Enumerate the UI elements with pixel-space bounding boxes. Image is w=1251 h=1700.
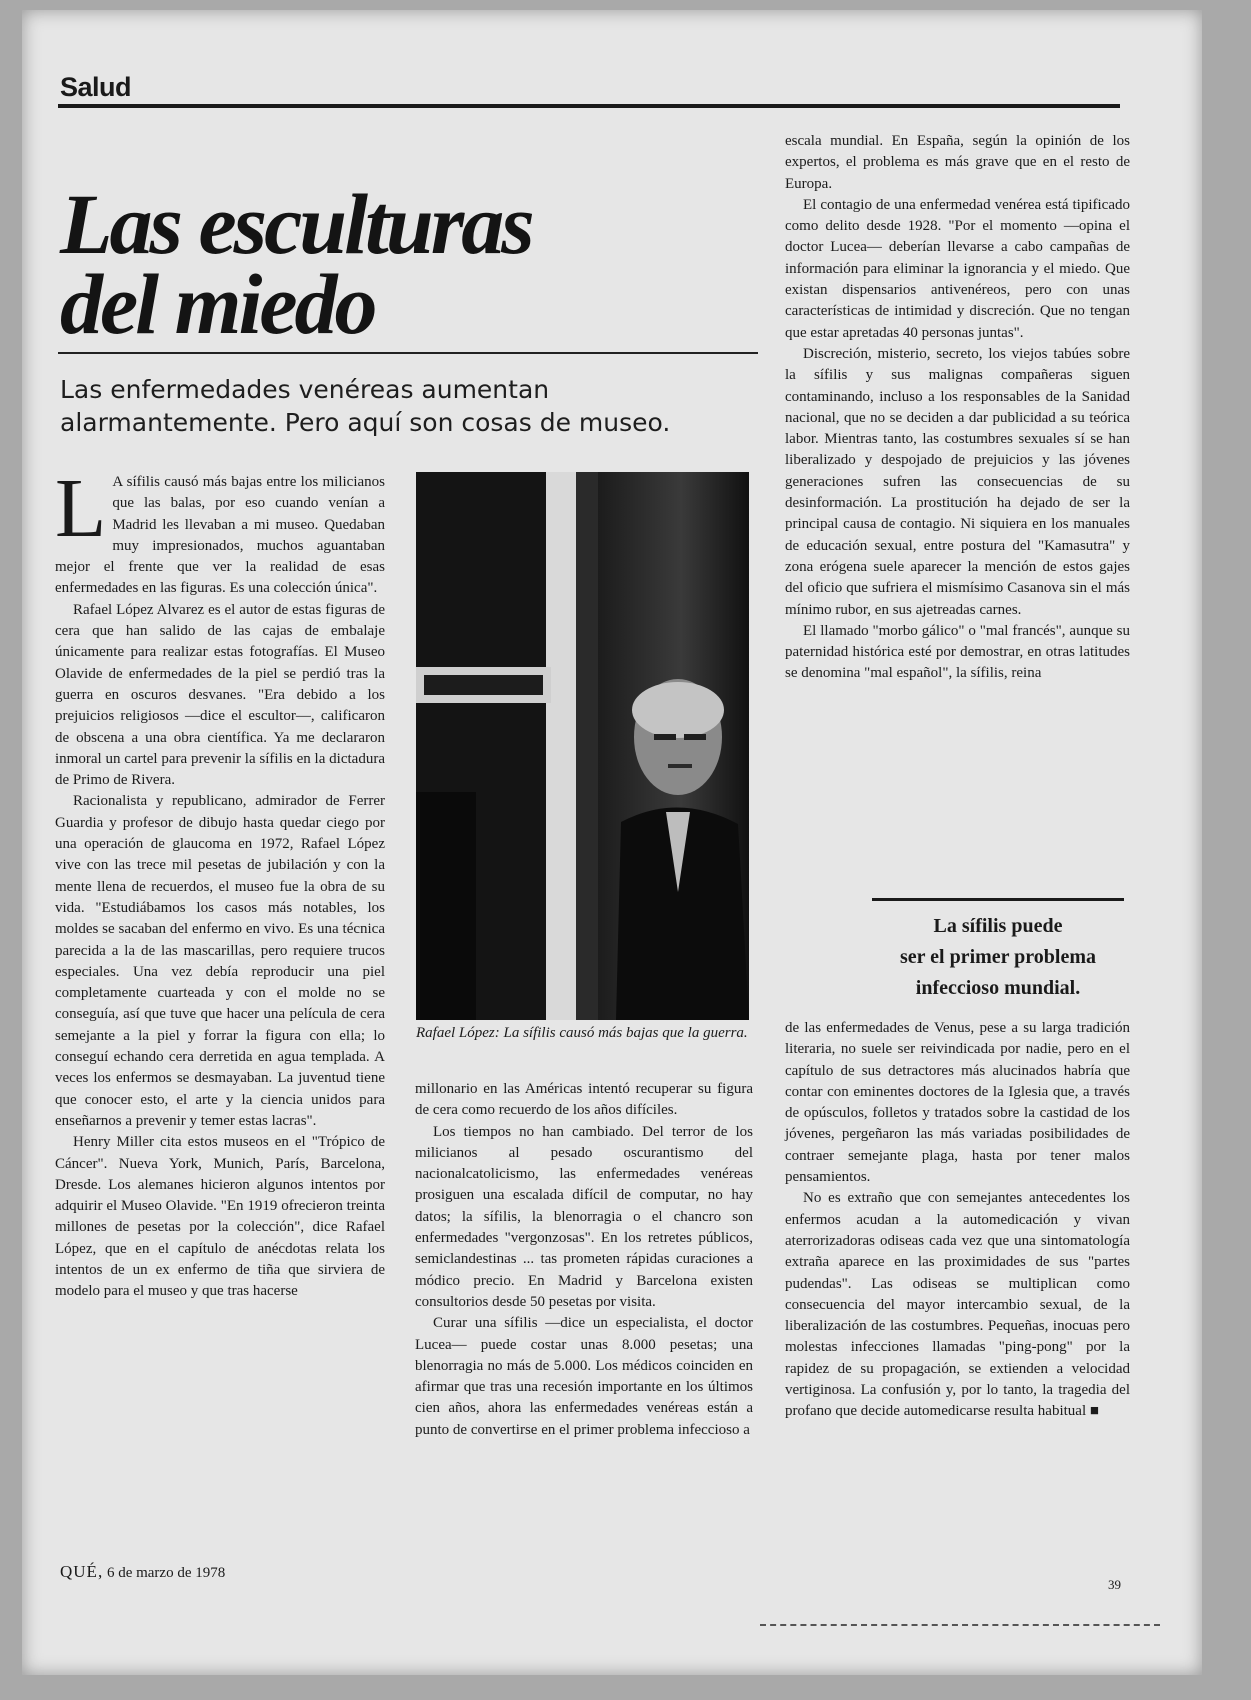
paragraph: Curar una sífilis —dice un especialista, el doctor Lucea— puede costar unas 8.000 pesetas; una blenorragia no más de 5.000. Los médicos coinciden en afirmar que tras una recesión importante en los últimos cien años, ahora las enfermedades venéreas están a punto de convertirse en el primer problema infeccioso a: [415, 1315, 753, 1438]
deck-line: alarmantemente. Pero aquí son cosas de museo.: [60, 407, 671, 437]
photo-illustration: [416, 472, 749, 1020]
magazine-name: QUÉ,: [60, 1562, 104, 1581]
issue-date: 6 de marzo de 1978: [106, 1565, 226, 1581]
drop-cap: L: [55, 462, 107, 555]
pull-quote-line: ser el primer problema: [899, 946, 1097, 968]
headline-line: Las esculturas: [60, 176, 532, 272]
pull-quote-line: infeccioso mundial.: [915, 977, 1081, 999]
paragraph: Discreción, misterio, secreto, los viejos tabúes sobre la sífilis y sus malignas compañeras siguen contaminando, incluso a los responsables de la Sanidad nacional, que no se deciden a dar publicidad a su teórica labor. Mientras tanto, las costumbres sexuales sí se han liberalizado y despojado de prejuicios y las jóvenes generaciones sufren las consecuencias de su desinformación. La prostitución ha dejado de ser la principal causa de contagio. Ni siquiera en los manuales de educación sexual, entre postura del "Kamasutra" y zona erógena suele aparecer la mención de estos gajes del oficio que sufriera el mismísimo Casanova sin el más mínimo rubor, en sus ajetreadas carnes.: [785, 345, 1130, 618]
paragraph: Los tiempos no han cambiado. Del terror de los milicianos al pesado oscurantismo del nacionalcatolicismo, las enfermedades venéreas prosiguen una escalada difícil de computar, no hay datos; la sífilis, la blenorragia o el chancro son enfermedades "vergonzosas". En los retretes públicos, semiclandestinas ... tas prometen rápidas curaciones a módico precio. En Madrid y Barcelona existen consultorios desde 50 pesetas por visita.: [415, 1123, 753, 1310]
deck: [60, 374, 760, 439]
paragraph: No es extraño que con semejantes antecedentes los enfermos acudan a la automedicación y vivan aterrorizadoras odiseas cada vez que una sintomatología extraña aparece en las proximidades de sus "partes pudendas". Las odiseas se multiplican como consecuencia del mayor intercambio sexual, de la liberalización de las costumbres. Pequeñas, inocuas pero molestas infecciones llamadas "ping-pong" por la rapidez de su propagación, se extienden a velocidad vertiginosa. La confusión y, por lo tanto, la tragedia del profano que decide automedicarse resulta habitual ■: [785, 1190, 1130, 1420]
paragraph: El contagio de una enfermedad venérea está tipificado como delito desde 1928. "Por el momento —opina el doctor Lucea— deberían llevarse a cabo campañas de información para eliminar la ignorancia y el miedo. Que existan dispensarios antivenéreos, pero con unas características de intimidad y discreción. Que no tengan que estar apretadas 40 personas juntas".: [785, 196, 1130, 341]
page-number: 39: [1108, 1577, 1121, 1592]
paragraph: de las enfermedades de Venus, pese a su larga tradición literaria, no suele ser reivindicada por nadie, pero en el capítulo de sus detractores más alucinados habría que contar con eminentes doctores de la Iglesia que, a través de opúsculos, folletos y tratados sobre la castidad de los jóvenes, pergeñaron las más variadas posibilidades de contraer semejante plaga, hasta por tener malos pensamientos.: [785, 1020, 1130, 1186]
paragraph: L A sífilis causó más bajas entre los milicianos que las balas, por eso cuando venían a Madrid les llevaban a mi museo. Quedaban muy impresionados, muchos aguantaban mejor el frente que ver la realidad de esas enfermedades en las figuras. Es una colección única".: [55, 462, 385, 597]
top-rule: [58, 104, 1120, 108]
photo-caption: Rafael López: La sífilis causó más bajas que la guerra.: [416, 1025, 748, 1041]
portrait-photo: [416, 472, 749, 1020]
paragraph: Rafael López Alvarez es el autor de estas figuras de cera que han salido de las cajas de embalaje únicamente para realizar estas fotografías. El Museo Olavide de enfermedades de la piel se perdió tras la guerra en oscuros desvanes. "Era debido a los prejuicios religiosos —dice el escultor—, calificaron de obscena a una obra científica. Ya me declararon inmoral un cartel para prevenir la sífilis en la dictadura de Primo de Rivera.: [55, 601, 385, 789]
headline-line: del miedo: [60, 255, 375, 352]
headline-rule: [58, 352, 758, 354]
paragraph: escala mundial. En España, según la opinión de los expertos, el problema es más grave que en el resto de Europa.: [785, 133, 1130, 192]
section-label: Salud: [60, 72, 132, 102]
article-column-3-bottom: [785, 1018, 1130, 1423]
paragraph: Racionalista y republicano, admirador de Ferrer Guardia y profesor de dibujo hasta quedar ciego por una operación de glaucoma en 1972, Rafael López vive con las trece mil pesetas de jubilación y con la mente llena de recuerdos, el museo fue la obra de su vida. "Estudiábamos los casos más notables, los moldes se sacaban del enfermo en vivo. Es una técnica parecida a la de las mascarillas, pero requiere trucos especiales. Una vez debía reproducir una piel completamente cuarteada y con el molde no se conseguía, así que tuve que hacer una película de cera semejante a la piel y forrar la figura con ella; lo conseguí echando cera derretida en agua templada. A veces los enfermos se desmayaban. La juventud tiene que conocer esto, el arte y la ciencia unidos para enseñarnos a prevenir y temer estas lacras".: [55, 793, 385, 1129]
paragraph: millonario en las Américas intentó recuperar su figura de cera como recuerdo de los años difíciles.: [415, 1081, 753, 1119]
deck-line: Las enfermedades venéreas aumentan: [60, 375, 550, 404]
paragraph: Henry Miller cita estos museos en el "Trópico de Cáncer". Nueva York, Munich, París, Barcelona, Dresde. Los alemanes hicieron algunos intentos por adquirir el Museo Olavide. "En 1919 ofrecieron treinta millones de pesetas por la colección", dice Rafael López, que en el capítulo de anécdotas relata los intentos de un ex enfermo de tiña que sirviera de modelo para el museo y que tras hacerse: [55, 1134, 385, 1300]
bottom-dashed-rule: [760, 1624, 1160, 1626]
pull-quote-text: [872, 911, 1124, 1004]
paragraph: El llamado "morbo gálico" o "mal francés", aunque su paternidad histórica esté por demostrar, en otras latitudes se denomina "mal español", la sífilis, reina: [785, 622, 1130, 682]
article-column-2: [415, 1079, 753, 1441]
pull-quote-line: La sífilis puede: [933, 915, 1063, 937]
pull-quote-rule: [872, 898, 1124, 901]
headline: [60, 176, 760, 352]
article-column-1: [55, 462, 385, 1303]
footer-credit: [60, 1562, 225, 1582]
article-column-3-top: [785, 131, 1130, 685]
pull-quote: [872, 898, 1124, 1004]
